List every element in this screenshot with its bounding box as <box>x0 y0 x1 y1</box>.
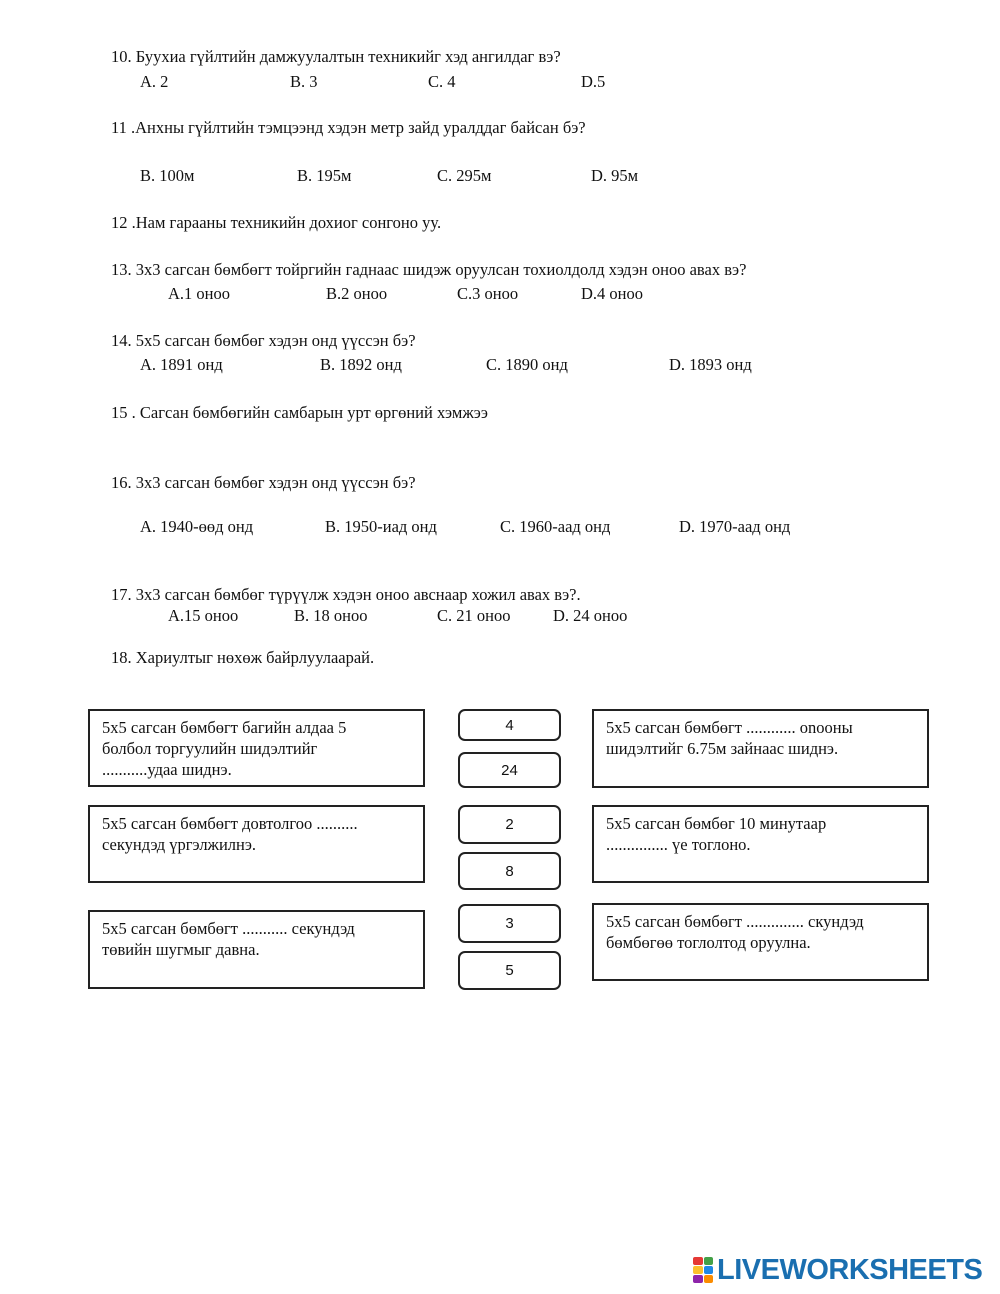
q14-option-b[interactable]: B. 1892 онд <box>320 355 402 374</box>
number-tile-8[interactable]: 8 <box>458 852 561 890</box>
number-tile-3[interactable]: 3 <box>458 904 561 943</box>
match-right-box-2[interactable] <box>592 805 929 883</box>
question-10: 10. Буухиа гүйлтийн дамжуулалтын техникийг хэд ангилдаг вэ? <box>111 47 561 66</box>
match-right-3-line-2: бөмбөгөө тоглолтод оруулна. <box>606 933 811 952</box>
q17-option-c[interactable]: C. 21 оноо <box>437 606 511 625</box>
match-left-2-line-1: 5х5 сагсан бөмбөгт довтолгоо .......... <box>102 814 358 833</box>
liveworksheets-logo-icon <box>693 1257 713 1283</box>
question-12: 12 .Нам гарааны техникийн дохиог сонгоно уу. <box>111 213 442 232</box>
q17-option-b[interactable]: B. 18 оноо <box>294 606 368 625</box>
liveworksheets-logo-text: LIVEWORKSHEETS <box>717 1254 983 1286</box>
q11-option-d[interactable]: D. 95м <box>591 166 639 185</box>
question-15: 15 . Сагсан бөмбөгийн самбарын урт өргөний хэмжээ <box>111 403 488 422</box>
q10-option-c[interactable]: C. 4 <box>428 72 456 91</box>
q11-option-b[interactable]: B. 195м <box>297 166 352 185</box>
liveworksheets-logo[interactable] <box>693 1255 982 1285</box>
q11-option-a[interactable]: B. 100м <box>140 166 195 185</box>
number-tile-5[interactable]: 5 <box>458 951 561 990</box>
match-right-2-line-2: ............... үе тоглоно. <box>606 835 751 854</box>
match-left-box-2[interactable] <box>88 805 425 883</box>
match-left-3-line-1: 5х5 сагсан бөмбөгт ........... секундэд <box>102 919 355 938</box>
match-left-1-line-3: ...........удаа шиднэ. <box>102 760 232 779</box>
q13-option-b[interactable]: B.2 оноо <box>326 284 388 303</box>
match-right-box-1[interactable] <box>592 709 929 788</box>
q13-option-c[interactable]: C.3 оноо <box>457 284 519 303</box>
question-17: 17. 3х3 сагсан бөмбөг түрүүлж хэдэн оноо авснаар хожил авах вэ?. <box>111 585 581 604</box>
q10-option-d[interactable]: D.5 <box>581 72 606 91</box>
match-left-2-line-2: секундэд үргэлжилнэ. <box>102 835 257 854</box>
match-right-3-line-1: 5х5 сагсан бөмбөгт .............. скундэд <box>606 912 864 931</box>
q17-option-a[interactable]: A.15 оноо <box>168 606 239 625</box>
q14-option-c[interactable]: C. 1890 онд <box>486 355 568 374</box>
q14-option-a[interactable]: A. 1891 онд <box>140 355 223 374</box>
q17-option-d[interactable]: D. 24 оноо <box>553 606 628 625</box>
match-left-1-line-2: болбол торгуулийн шидэлтийг <box>102 739 318 758</box>
q13-option-d[interactable]: D.4 оноо <box>581 284 643 303</box>
match-left-box-1[interactable] <box>88 709 425 787</box>
match-left-3-line-2: төвийн шугмыг давна. <box>102 940 260 959</box>
match-right-1-line-1: 5х5 сагсан бөмбөгт ............ onооны <box>606 718 853 737</box>
number-tile-24[interactable]: 24 <box>458 752 561 788</box>
number-tile-4[interactable]: 4 <box>458 709 561 741</box>
q16-option-a[interactable]: A. 1940-өөд онд <box>140 517 254 536</box>
question-18: 18. Хариултыг нөхөж байрлуулаарай. <box>111 648 375 667</box>
question-11: 11 .Анхны гүйлтийн тэмцээнд хэдэн метр зайд уралддаг байсан бэ? <box>111 118 586 137</box>
q16-option-d[interactable]: D. 1970-аад онд <box>679 517 791 536</box>
question-13: 13. 3х3 сагсан бөмбөгт тойргийн гаднаас шидэж оруулсан тохиолдолд хэдэн оноо авах вэ? <box>111 260 747 279</box>
match-right-1-line-2: шидэлтийг 6.75м зайнаас шиднэ. <box>606 739 839 758</box>
q13-option-a[interactable]: A.1 оноо <box>168 284 230 303</box>
match-left-1-line-1: 5х5 сагсан бөмбөгт багийн алдаа 5 <box>102 718 347 737</box>
match-right-box-3[interactable] <box>592 903 929 981</box>
q16-option-b[interactable]: B. 1950-иад онд <box>325 517 437 536</box>
q16-option-c[interactable]: C. 1960-аад онд <box>500 517 611 536</box>
question-16: 16. 3х3 сагсан бөмбөг хэдэн онд үүссэн бэ? <box>111 473 416 492</box>
q10-option-a[interactable]: A. 2 <box>140 72 169 91</box>
q14-option-d[interactable]: D. 1893 онд <box>669 355 752 374</box>
q10-option-b[interactable]: B. 3 <box>290 72 318 91</box>
match-left-box-3[interactable] <box>88 910 425 989</box>
question-14: 14. 5х5 сагсан бөмбөг хэдэн онд үүссэн бэ? <box>111 331 416 350</box>
number-tile-2[interactable]: 2 <box>458 805 561 844</box>
q11-option-c[interactable]: C. 295м <box>437 166 492 185</box>
match-right-2-line-1: 5х5 сагсан бөмбөг 10 минутаар <box>606 814 827 833</box>
